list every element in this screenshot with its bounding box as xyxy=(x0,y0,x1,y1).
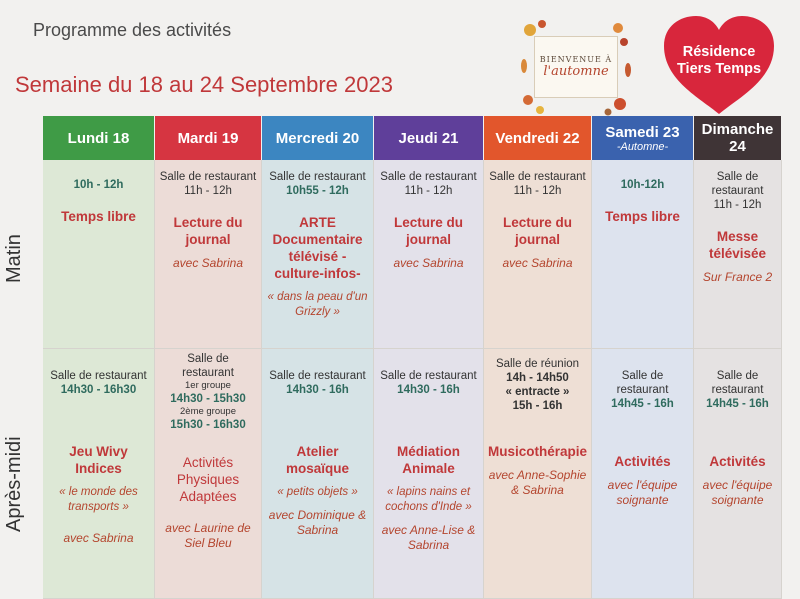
day-sublabel: -Automne- xyxy=(616,140,669,153)
day-header-samedi xyxy=(592,116,694,160)
afternoon-cell-jeudi xyxy=(374,349,484,599)
time-slot: 10h - 12h xyxy=(73,179,124,191)
group1-label: 1er groupe xyxy=(185,380,231,391)
activity-name: Jeu Wivy Indices xyxy=(69,444,128,476)
morning-cell-vendredi xyxy=(484,160,592,349)
activity-name: ARTE Documentaire télévisé -culture-infos- xyxy=(272,215,363,281)
activity-leader: avec Sabrina xyxy=(172,256,244,270)
activity-note: « le monde des transports » xyxy=(59,486,138,513)
location: Salle de restaurant xyxy=(182,353,234,379)
activity-leader: avec Sabrina xyxy=(502,256,573,270)
time-slot-2: 15h - 16h xyxy=(512,400,563,412)
day-label: Mardi 19 xyxy=(177,129,239,147)
group1-time: 14h30 - 15h30 xyxy=(170,393,246,405)
activity-name: Activités xyxy=(709,454,766,469)
activity-leader: avec Anne-Lise & Sabrina xyxy=(381,523,476,552)
location: Salle de réunion xyxy=(495,358,580,370)
activity-name: Activités Physiques Adaptées xyxy=(176,455,240,504)
activity-leader: avec l'équipe soignante xyxy=(702,478,773,507)
morning-cell-mercredi xyxy=(262,160,374,349)
time-slot: 14h30 - 16h30 xyxy=(60,384,137,396)
activity-leader: avec Laurine de Siel Bleu xyxy=(165,521,251,550)
activity-leader: avec Dominique & Sabrina xyxy=(268,508,367,537)
time-slot: 14h30 - 16h xyxy=(286,384,349,396)
activity-name: Activités xyxy=(614,454,671,469)
location: Salle de restaurant xyxy=(380,171,477,183)
activity-note: « lapins nains et cochons d'Inde » xyxy=(385,486,472,513)
day-label: Vendredi 22 xyxy=(495,129,580,147)
activity-name: Temps libre xyxy=(605,209,680,224)
morning-cell-lundi xyxy=(43,160,155,349)
location: Salle de restaurant xyxy=(616,370,669,396)
day-label: Samedi 23 xyxy=(605,123,680,141)
morning-cell-dimanche xyxy=(694,160,782,349)
residence-logo-text xyxy=(660,44,778,78)
group2-label: 2ème groupe xyxy=(180,406,236,417)
day-header-jeudi xyxy=(374,116,484,160)
morning-cell-mardi xyxy=(155,160,262,349)
time-slot: 14h45 - 16h xyxy=(611,398,674,410)
autumn-welcome-card xyxy=(520,18,632,116)
time-slot: 14h30 - 16h xyxy=(397,384,460,396)
time-slot: 10h-12h xyxy=(620,179,665,191)
day-label: Jeudi 21 xyxy=(398,129,459,147)
location: Salle de restaurant xyxy=(380,370,477,382)
schedule-grid xyxy=(43,116,782,599)
time-slot: 11h - 12h xyxy=(404,185,453,197)
location: Salle de restaurant xyxy=(159,171,257,183)
activity-name: Musicothérapie xyxy=(487,444,588,459)
location: Salle de restaurant xyxy=(711,370,764,396)
group2-time: 15h30 - 16h30 xyxy=(170,419,246,431)
time-slot: 14h45 - 16h xyxy=(706,398,769,410)
day-label: Lundi 18 xyxy=(67,129,130,147)
location: Salle de restaurant xyxy=(711,171,764,197)
time-slot: 11h - 12h xyxy=(184,185,232,197)
location: Salle de restaurant xyxy=(489,171,586,183)
activity-name: Lecture du journal xyxy=(502,215,572,247)
week-title: Semaine du 18 au 24 Septembre 2023 xyxy=(15,72,393,97)
activity-name: Lecture du journal xyxy=(393,215,463,247)
afternoon-cell-vendredi xyxy=(484,349,592,599)
day-header-dimanche xyxy=(694,116,782,160)
activity-note: « petits objets » xyxy=(277,486,358,498)
afternoon-cell-lundi xyxy=(43,349,155,599)
day-label: Mercredi 20 xyxy=(275,129,360,147)
activity-leader: Sur France 2 xyxy=(702,270,773,284)
afternoon-cell-dimanche xyxy=(694,349,782,599)
time-slot: 10h55 - 12h xyxy=(286,185,349,197)
activity-name: Médiation Animale xyxy=(397,444,460,476)
activity-leader: avec l'équipe soignante xyxy=(607,478,678,507)
day-header-mardi xyxy=(155,116,262,160)
activity-leader: avec Sabrina xyxy=(393,256,464,270)
row-label-afternoon: Après-midi xyxy=(3,436,25,532)
autumn-card-line1: BIENVENUE À xyxy=(539,55,613,64)
activity-leader: avec Anne-Sophie & Sabrina xyxy=(488,468,587,497)
afternoon-cell-samedi xyxy=(592,349,694,599)
time-slot: 14h - 14h50 xyxy=(506,372,569,384)
autumn-card-line2: l'automne xyxy=(543,64,609,79)
activity-name: Temps libre xyxy=(61,209,136,224)
morning-cell-jeudi xyxy=(374,160,484,349)
autumn-card-text xyxy=(534,36,618,98)
activity-name: Messe télévisée xyxy=(708,229,767,261)
activity-leader: avec Sabrina xyxy=(63,531,134,545)
residence-logo-line2: Tiers Temps xyxy=(676,61,762,77)
program-title: Programme des activités xyxy=(33,20,232,40)
activity-name: Lecture du journal xyxy=(173,215,243,247)
activity-note: « dans la peau d'un Grizzly » xyxy=(267,291,368,318)
activity-name: Atelier mosaïque xyxy=(285,444,350,476)
afternoon-cell-mercredi xyxy=(262,349,374,599)
day-header-mercredi xyxy=(262,116,374,160)
day-header-lundi xyxy=(43,116,155,160)
location: Salle de restaurant xyxy=(269,171,366,183)
day-header-vendredi xyxy=(484,116,592,160)
row-label-morning: Matin xyxy=(3,234,25,283)
time-slot: 11h - 12h xyxy=(513,185,562,197)
afternoon-cell-mardi xyxy=(155,349,262,599)
entracte-label: « entracte » xyxy=(505,386,570,398)
residence-logo-line1: Résidence xyxy=(682,44,756,60)
time-slot: 11h - 12h xyxy=(713,199,762,211)
location: Salle de restaurant xyxy=(50,370,147,382)
day-label: Dimanche 24 xyxy=(701,121,774,155)
location: Salle de restaurant xyxy=(269,370,366,382)
morning-cell-samedi xyxy=(592,160,694,349)
